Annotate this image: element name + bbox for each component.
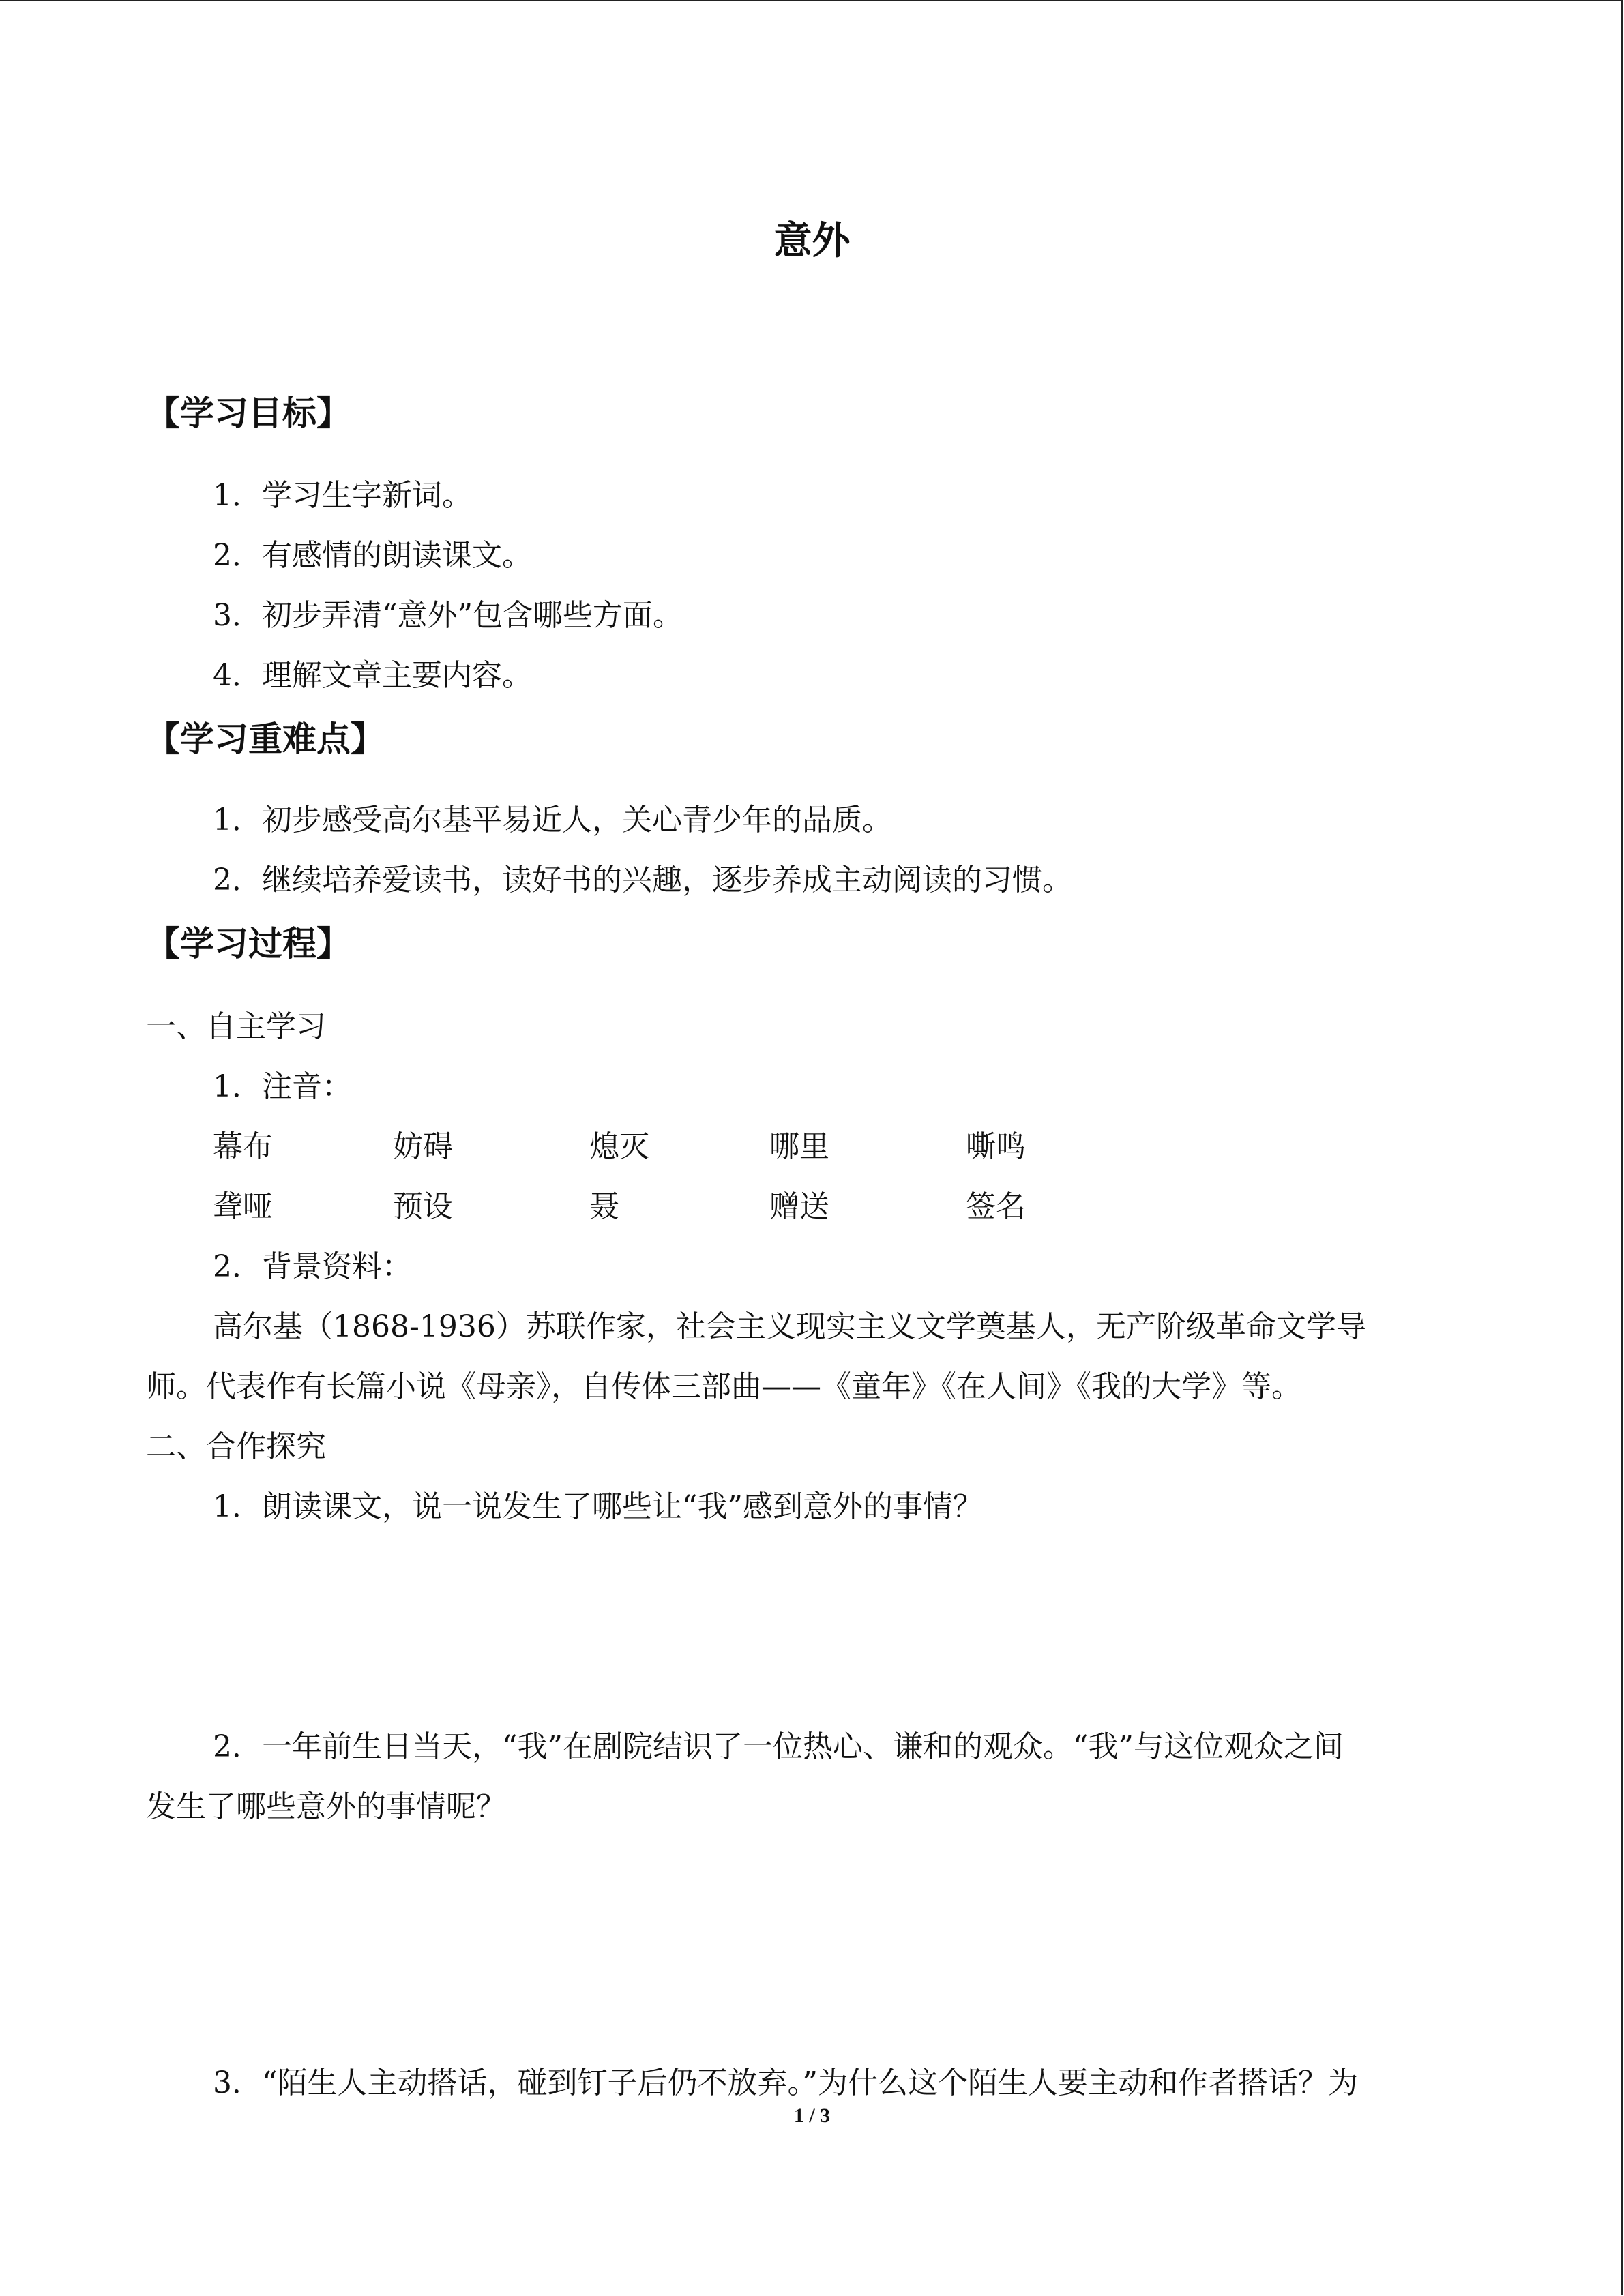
question-2-continued: 发生了哪些意外的事情呢？: [146, 1789, 506, 1824]
vocab-word: 赠送: [769, 1189, 829, 1224]
key-point-item: 2．继续培养爱读书，读好书的兴趣，逐步养成主动阅读的习惯。: [213, 863, 1072, 897]
objective-item: 3．初步弄清“意外”包含哪些方面。: [213, 598, 683, 633]
objective-item: 2．有感情的朗读课文。: [213, 538, 532, 573]
question-1: 1．朗读课文，说一说发生了哪些让“我”感到意外的事情？: [213, 1489, 983, 1524]
part1-title: 一、自主学习: [146, 1009, 326, 1044]
vocab-word: 幕布: [213, 1129, 273, 1164]
background-text: 高尔基（1868-1936）苏联作家，社会主义现实主义文学奠基人，无产阶级革命文学导: [213, 1309, 1366, 1344]
question-3: 3．“陌生人主动搭话，碰到钉子后仍不放弃。”为什么这个陌生人要主动和作者搭话？为: [213, 2066, 1358, 2100]
objective-item: 1．学习生字新词。: [213, 478, 472, 513]
vocab-word: 签名: [966, 1189, 1026, 1224]
process-heading: 【学习过程】: [146, 924, 351, 964]
vocab-word: 预设: [393, 1189, 453, 1224]
objectives-heading: 【学习目标】: [146, 393, 351, 433]
question-2: 2．一年前生日当天，“我”在剧院结识了一位热心、谦和的观众。“我”与这位观众之间: [213, 1729, 1344, 1764]
vocab-word: 妨碍: [393, 1129, 453, 1164]
vocab-word: 嘶鸣: [966, 1129, 1026, 1164]
objective-item: 4．理解文章主要内容。: [213, 658, 532, 693]
vocab-word: 聂: [589, 1189, 619, 1224]
page-title: 意外: [773, 219, 851, 263]
pinyin-question-label: 1．注音：: [213, 1069, 352, 1104]
key-point-item: 1．初步感受高尔基平易近人，关心青少年的品质。: [213, 803, 892, 837]
part2-title: 二、合作探究: [146, 1429, 326, 1464]
page-number: 1 / 3: [793, 2104, 831, 2127]
vocab-word: 聋哑: [213, 1189, 273, 1224]
background-text: 师。代表作有长篇小说《母亲》，自传体三部曲——《童年》《在人间》《我的大学》等。: [146, 1369, 1301, 1404]
vocab-word: 熄灭: [589, 1129, 649, 1164]
key-points-heading: 【学习重难点】: [146, 719, 385, 759]
background-label: 2．背景资料：: [213, 1249, 412, 1284]
vocab-word: 哪里: [769, 1129, 829, 1164]
